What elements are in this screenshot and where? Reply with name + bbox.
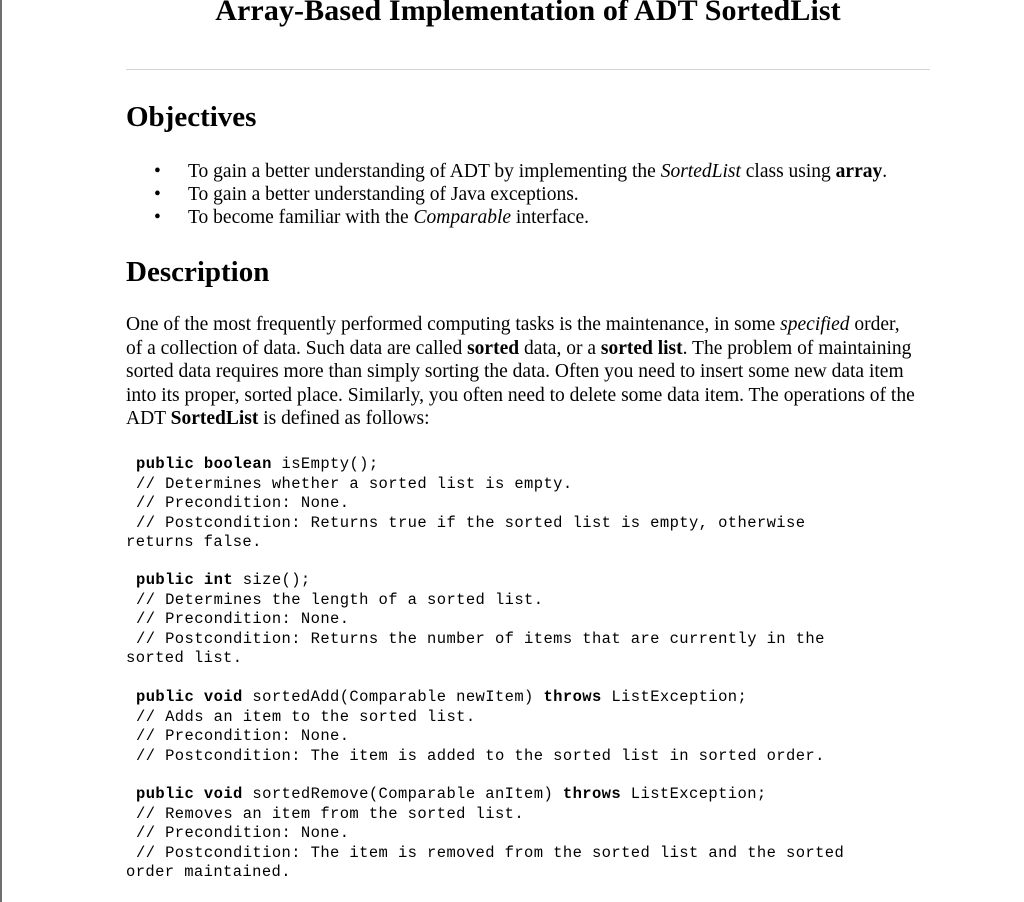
code-comment: // Precondition: None. (136, 610, 350, 628)
code-comment: returns false. (126, 533, 262, 551)
code-block-isempty (126, 455, 930, 553)
code-comment: // Adds an item to the sorted list. (136, 707, 476, 726)
objective-item: • To become familiar with the Comparable interface. (154, 207, 589, 228)
method-signature: public void sortedRemove(Comparable anItem) throws ListException; (136, 785, 767, 803)
code-comment: // Determines the length of a sorted list. (136, 590, 544, 609)
bullet-icon: • (154, 207, 161, 228)
method-signature: public void sortedAdd(Comparable newItem) throws ListException; (136, 688, 748, 706)
code-comment: // Postcondition: Returns true if the sorted list is empty, otherwise (136, 513, 806, 532)
objectives-heading: Objectives (126, 101, 257, 133)
code-comment: // Removes an item from the sorted list. (136, 804, 525, 823)
objective-item: • To gain a better understanding of Java exceptions. (154, 184, 579, 205)
method-signature: public int size(); (136, 571, 311, 589)
code-comment: // Precondition: None. (136, 727, 350, 745)
code-comment: // Postcondition: The item is added to the sorted list in sorted order. (136, 746, 825, 765)
code-block-size (126, 571, 930, 669)
method-signature: public boolean isEmpty(); (136, 455, 379, 473)
window-left-edge (0, 0, 2, 902)
objectives-list (126, 160, 930, 229)
code-block-sortedremove (126, 785, 930, 883)
bullet-icon: • (154, 184, 161, 205)
bullet-icon: • (154, 161, 161, 182)
description-heading: Description (126, 256, 270, 288)
horizontal-divider (126, 69, 930, 70)
code-comment: order maintained. (126, 863, 291, 881)
code-comment: // Precondition: None. (136, 824, 350, 842)
code-comment: // Determines whether a sorted list is empty. (136, 474, 573, 493)
code-comment: sorted list. (126, 649, 243, 667)
code-block-sortedadd (126, 688, 930, 766)
objective-item: • To gain a better understanding of ADT by implementing the SortedList class using array. (154, 161, 888, 182)
code-comment: // Precondition: None. (136, 494, 350, 512)
code-comment: // Postcondition: Returns the number of items that are currently in the (136, 629, 825, 648)
description-paragraph: One of the most frequently performed computing tasks is the maintenance, in some specified order, of a collection of data. Such data are called sorted data, or a sorted list. The problem of maintaining sorted data requires more than simply sorting the data. Often you need to insert some new data item into its proper, sorted place. Similarly, you often need to delete some data item. The operations of the ADT SortedList is defined as follows: (126, 314, 915, 429)
code-comment: // Postcondition: The item is removed from the sorted list and the sorted (136, 843, 845, 862)
page-title: Array-Based Implementation of ADT SortedList (215, 0, 841, 27)
